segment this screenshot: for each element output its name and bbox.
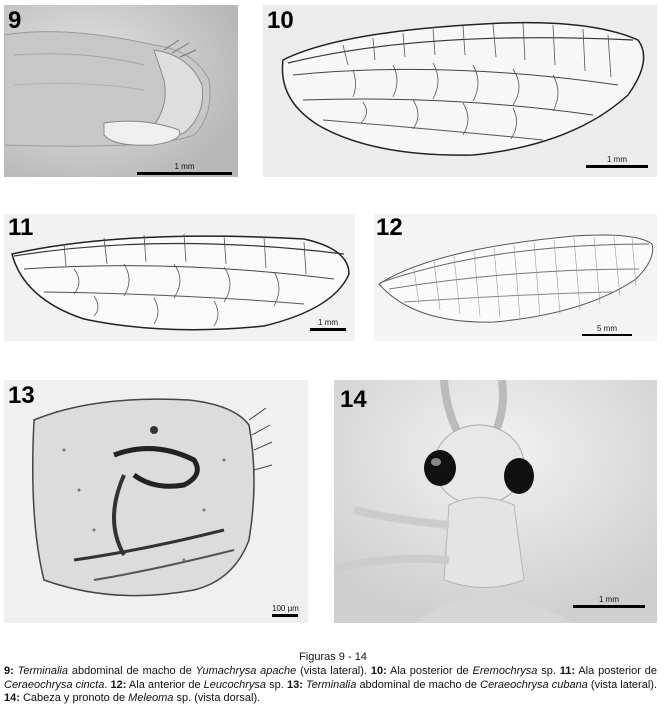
scale-label: 100 µm — [272, 604, 299, 613]
scale-bar — [582, 324, 632, 336]
caption-text: Ceraeochrysa cincta — [4, 678, 105, 691]
panel-13-photo — [4, 380, 308, 623]
caption-text: Ceraeochrysa cubana — [480, 678, 588, 691]
scale-line — [137, 172, 232, 175]
scale-bar — [586, 155, 648, 168]
scale-label: 1 mm — [318, 318, 338, 327]
terminalia-photo-13 — [4, 380, 308, 623]
scale-label: 1 mm — [607, 155, 627, 164]
panel-12-photo — [374, 214, 657, 341]
caption-text: Ala posterior de — [386, 665, 473, 677]
caption-text: Cabeza y pronoto de — [19, 692, 129, 704]
panel-number: 11 — [8, 214, 34, 241]
caption-text: (vista lateral). — [587, 678, 657, 691]
caption-text: sp. — [266, 678, 287, 691]
panel-number: 10 — [267, 7, 294, 34]
caption-text: abdominal de macho de — [68, 665, 196, 677]
panel-14-photo — [334, 380, 657, 623]
panel-10-photo — [263, 5, 657, 177]
panel-number: 14 — [340, 386, 367, 413]
caption-text: Ala anterior de — [126, 678, 204, 691]
scale-line — [582, 334, 632, 336]
caption-ref-13: 13: — [286, 678, 303, 691]
caption-text: abdominal de macho de — [356, 678, 481, 691]
caption-text: Yumachrysa apache — [195, 665, 297, 677]
caption-text: Terminalia — [305, 678, 357, 691]
terminalia-photo-9 — [4, 5, 238, 177]
wing-photo-12 — [374, 214, 657, 341]
scale-label: 5 mm — [597, 324, 617, 333]
scale-label: 1 mm — [599, 595, 619, 604]
wing-photo-11 — [4, 214, 355, 341]
scale-line — [573, 605, 645, 608]
scale-line — [310, 328, 346, 331]
figure-caption — [4, 665, 657, 706]
wing-photo-10 — [263, 5, 657, 177]
scale-line — [272, 614, 298, 617]
scale-line — [586, 165, 648, 168]
caption-ref-10: 10: — [370, 665, 387, 677]
caption-text: sp. (vista dorsal). — [173, 692, 261, 704]
caption-text: . — [104, 678, 111, 691]
scale-bar — [272, 604, 298, 617]
scale-bar — [310, 318, 346, 331]
caption-ref-14: 14: — [4, 692, 20, 704]
caption-text: sp. — [537, 665, 560, 677]
panel-11-photo — [4, 214, 355, 341]
caption-text: Ala posterior de — [575, 665, 657, 677]
caption-ref-11: 11: — [559, 665, 576, 677]
panel-number: 9 — [8, 7, 22, 34]
panel-number: 13 — [8, 382, 35, 409]
caption-ref-12: 12: — [110, 678, 127, 691]
scale-bar — [137, 162, 232, 175]
caption-text: Terminalia — [17, 665, 68, 677]
panel-9-photo — [4, 5, 238, 177]
scale-bar — [573, 595, 645, 608]
head-photo-14 — [334, 380, 657, 623]
scale-label: 1 mm — [174, 162, 195, 171]
caption-text: Leucochrysa — [203, 678, 267, 691]
panel-number: 12 — [376, 214, 403, 241]
caption-text: (vista lateral). — [296, 665, 371, 677]
figure-title: Figuras 9 - 14 — [299, 651, 367, 663]
caption-text: Meleoma — [128, 692, 174, 704]
caption-text: Eremochrysa — [472, 665, 538, 677]
caption-ref-9: 9: — [4, 665, 14, 677]
